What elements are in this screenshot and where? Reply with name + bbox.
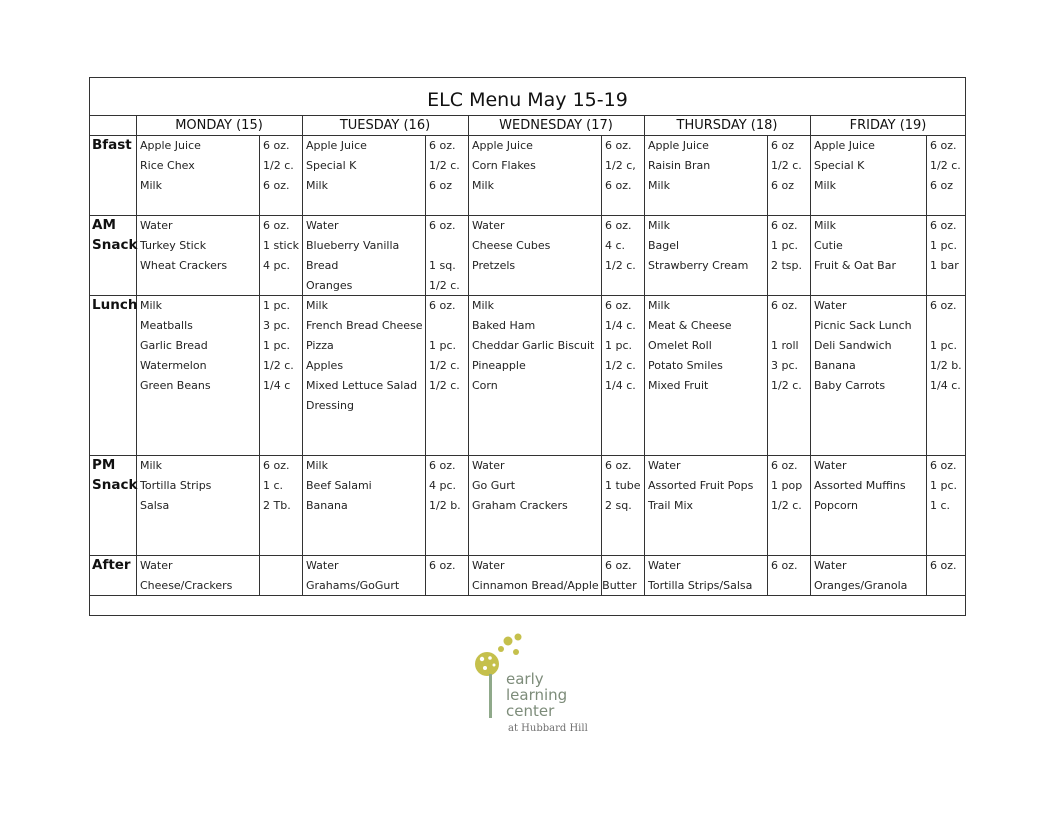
menu-amounts [771,136,802,196]
food-item: Fruit & Oat Bar [814,259,896,272]
amount-column-divider [425,135,426,595]
row-divider [89,115,966,116]
serving-amount: 6 oz. [605,459,632,472]
menu-items [140,556,232,596]
food-item: Water [814,559,847,572]
food-item: Milk [814,179,836,192]
food-item: Water [472,219,505,232]
menu-items [306,296,423,416]
serving-amount: 6 oz. [263,139,290,152]
column-divider [136,115,137,595]
serving-amount: 6 oz. [605,299,632,312]
food-item: Green Beans [140,379,211,392]
food-item: Apple Juice [140,139,201,152]
serving-amount: 6 oz. [930,559,957,572]
menu-amounts [771,296,802,396]
food-item: Milk [306,299,328,312]
serving-amount: 6 oz. [429,459,456,472]
menu-items [814,556,907,596]
serving-amount: 6 oz. [263,459,290,472]
serving-amount: 6 oz. [930,219,957,232]
serving-amount: 6 oz. [429,559,456,572]
food-item: Meat & Cheese [648,319,732,332]
serving-amount: 1 pc. [263,339,291,352]
food-item: Baked Ham [472,319,536,332]
amount-column-divider [601,135,602,595]
serving-amount: 1/2 c. [771,379,802,392]
column-divider [468,115,469,595]
serving-amount: 1/2 c. [930,159,961,172]
food-item: Water [648,459,681,472]
food-item: Turkey Stick [140,239,207,252]
meal-label-line: Snack [92,477,138,493]
menu-items [814,216,896,276]
day-header: THURSDAY (18) [676,118,778,133]
serving-amount: 6 oz [771,139,794,152]
food-item: Mixed Lettuce Salad [306,379,418,392]
serving-amount [930,316,962,336]
serving-amount: 1 pc. [930,479,958,492]
food-item: French Bread Cheese [306,319,423,332]
food-item: Water [814,459,847,472]
food-item: Graham Crackers [472,499,568,512]
serving-amount: 1/2 c. [429,359,460,372]
serving-amount [429,576,456,596]
menu-amounts [930,456,957,516]
food-item: Water [140,219,173,232]
meal-label [92,135,132,155]
food-item: Special K [306,159,357,172]
food-item: Strawberry Cream [648,259,749,272]
menu-amounts [263,136,294,196]
food-item: Watermelon [140,359,207,372]
food-item: Milk [140,459,162,472]
day-header: TUESDAY (16) [339,118,431,133]
serving-amount: 1 pc. [605,339,633,352]
food-item: Pretzels [472,259,516,272]
serving-amount: 1/2 c. [263,159,294,172]
food-item: Oranges [306,279,353,292]
menu-amounts [429,456,461,516]
menu-items [306,136,367,196]
serving-amount [429,316,460,336]
logo-line-3: center [506,702,555,720]
food-item: Cheese/Crackers [140,579,233,592]
table-border-left [89,77,90,615]
food-item: Special K [814,159,865,172]
serving-amount: 1/4 c. [605,379,636,392]
serving-amount: 6 oz. [429,139,456,152]
food-item: Mixed Fruit [648,379,709,392]
row-divider [89,77,966,78]
serving-amount: 1 pop [771,479,803,492]
serving-amount: 6 oz. [429,219,456,232]
food-item: Banana [814,359,856,372]
serving-amount: 6 oz. [930,299,957,312]
serving-amount: 1/2 c. [771,159,802,172]
serving-amount: 2 tsp. [771,259,803,272]
food-item: Salsa [140,499,170,512]
menu-amounts [429,216,460,296]
serving-amount: 1/2 c. [429,379,460,392]
row-divider [89,615,966,616]
menu-amounts [771,216,802,276]
food-item: Corn [472,379,498,392]
food-item: Apples [306,359,344,372]
serving-amount: 1 pc. [263,299,291,312]
serving-amount: 1/2 c. [605,259,636,272]
food-item: Pizza [306,339,334,352]
logo-line-1: early [506,670,544,688]
food-item: Grahams/GoGurt [306,579,400,592]
elc-logo [470,630,600,740]
food-item: Milk [648,219,670,232]
food-item: Tortilla Strips/Salsa [648,579,753,592]
food-item: Dressing [306,399,354,412]
menu-amounts [263,456,291,516]
menu-amounts [771,456,802,516]
menu-title: ELC Menu May 15-19 [427,89,628,111]
serving-amount: 1 pc. [930,339,958,352]
menu-amounts [605,296,636,396]
menu-table [89,77,966,615]
serving-amount: 1 sq. [429,259,456,272]
menu-amounts [930,216,959,276]
logo-subtitle: at Hubbard Hill [508,723,588,734]
food-item: Milk [140,299,162,312]
food-item: Blueberry Vanilla [306,239,400,252]
menu-items [814,136,875,196]
food-item: Corn Flakes [472,159,536,172]
food-item: Trail Mix [648,499,694,512]
meal-label-line: AM [92,217,116,233]
food-item: Cutie [814,239,843,252]
meal-label [92,455,137,495]
serving-amount: 1/4 c. [605,319,636,332]
menu-items [814,456,906,516]
food-item: Rice Chex [140,159,195,172]
food-item: Popcorn [814,499,859,512]
serving-amount: 6 oz [429,179,452,192]
menu-amounts [429,556,456,596]
serving-amount: 1/2 c. [429,279,460,292]
food-item: Tortilla Strips [140,479,212,492]
amount-column-divider [767,135,768,595]
food-item: Apple Juice [648,139,709,152]
meal-label-line: Bfast [92,137,132,153]
meal-label [92,295,137,315]
food-item: Milk [472,299,494,312]
menu-items [306,456,372,516]
food-item: Bread [306,259,339,272]
food-item: Picnic Sack Lunch [814,319,912,332]
serving-amount: 6 oz. [771,559,798,572]
table-border-right [965,77,966,615]
food-item: Water [814,299,847,312]
column-divider [644,115,645,595]
serving-amount [771,316,802,336]
serving-amount: 6 oz. [605,179,632,192]
serving-amount: 1/2 c. [263,359,294,372]
meal-label-line: Lunch [92,297,138,313]
serving-amount [771,576,798,596]
menu-items [306,216,399,296]
serving-amount: 1 stick [263,239,300,252]
serving-amount: 1/2 b. [930,359,962,372]
menu-items [814,296,912,396]
serving-amount: 1 tube [605,479,641,492]
food-item: Milk [648,179,670,192]
food-item: Garlic Bread [140,339,208,352]
food-item: Water [472,559,505,572]
food-item: Water [306,219,339,232]
amount-column-divider [259,135,260,595]
menu-items [648,136,710,196]
menu-items [306,556,399,596]
serving-amount: 6 oz. [930,459,957,472]
food-item: Go Gurt [472,479,516,492]
serving-amount: 3 pc. [771,359,799,372]
serving-amount: 1/2 c. [771,499,802,512]
menu-amounts [263,216,299,276]
serving-amount: 2 sq. [605,499,632,512]
day-header: FRIDAY (19) [849,118,927,133]
serving-amount: 4 pc. [263,259,291,272]
column-divider [810,115,811,595]
meal-label-line: Snack [92,237,138,253]
food-item: Banana [306,499,348,512]
food-item: Cheese Cubes [472,239,551,252]
food-item: Deli Sandwich [814,339,892,352]
menu-items [140,456,211,516]
serving-amount: 1 pc. [771,239,799,252]
serving-amount: 4 c. [605,239,626,252]
meal-label-line: PM [92,457,116,473]
menu-amounts [429,296,460,416]
menu-items [472,456,568,516]
meal-label [92,215,137,255]
serving-amount: 1/4 c. [930,379,961,392]
food-item: Cinnamon Bread/Apple Butter [472,579,637,592]
food-item: Assorted Fruit Pops [648,479,754,492]
serving-amount: 6 oz. [429,299,456,312]
serving-amount: 1 c. [930,499,951,512]
serving-amount: 1 bar [930,259,959,272]
serving-amount: 6 oz. [771,299,798,312]
serving-amount: 1 pc. [429,339,457,352]
food-item: Milk [140,179,162,192]
serving-amount: 1/2 c. [605,359,636,372]
meal-label [92,555,131,575]
menu-amounts [930,296,962,396]
food-item: Omelet Roll [648,339,712,352]
serving-amount: 3 pc. [263,319,291,332]
food-item: Apple Juice [472,139,533,152]
menu-items [648,456,753,516]
serving-amount: 1 c. [263,479,284,492]
menu-items [648,216,748,276]
serving-amount: 1/2 b. [429,499,461,512]
meal-label-line: After [92,557,131,573]
menu-amounts [605,556,632,596]
food-item: Cheddar Garlic Biscuit [472,339,595,352]
food-item: Water [306,559,339,572]
serving-amount: 6 oz [771,179,794,192]
menu-items [648,296,732,396]
serving-amount: 1 roll [771,339,799,352]
food-item: Water [472,459,505,472]
food-item: Water [648,559,681,572]
menu-items [472,136,536,196]
food-item: Milk [648,299,670,312]
serving-amount: 2 Tb. [263,499,291,512]
food-item: Milk [472,179,494,192]
food-item: Assorted Muffins [814,479,906,492]
food-item: Bagel [648,239,680,252]
menu-amounts [605,456,641,516]
serving-amount: 6 oz. [771,219,798,232]
menu-amounts [429,136,460,196]
menu-items [140,136,201,196]
food-item: Apple Juice [306,139,367,152]
food-item: Apple Juice [814,139,875,152]
food-item: Beef Salami [306,479,372,492]
food-item: Milk [306,179,328,192]
food-item: Baby Carrots [814,379,886,392]
food-item: Potato Smiles [648,359,723,372]
day-header: MONDAY (15) [175,118,263,133]
food-item: Raisin Bran [648,159,711,172]
menu-amounts [930,556,957,596]
serving-amount: 6 oz. [263,179,290,192]
serving-amount: 6 oz [930,179,953,192]
serving-amount: 6 oz. [605,219,632,232]
serving-amount: 4 pc. [429,479,457,492]
food-item: Meatballs [140,319,193,332]
menu-amounts [930,136,961,196]
serving-amount: 1 pc. [930,239,958,252]
logo-line-2: learning [506,686,568,704]
menu-items [472,296,594,396]
menu-items [140,296,211,396]
serving-amount: 1/2 c, [605,159,636,172]
menu-amounts [771,556,798,596]
menu-amounts [263,296,294,396]
menu-items [140,216,227,276]
serving-amount [429,396,460,416]
food-item: Milk [306,459,328,472]
amount-column-divider [926,135,927,595]
food-item: Water [140,559,173,572]
serving-amount: 6 oz. [263,219,290,232]
serving-amount [429,236,460,256]
menu-items [472,216,550,276]
menu-items [648,556,752,596]
food-item: Oranges/Granola [814,579,908,592]
food-item: Milk [814,219,836,232]
menu-amounts [605,136,636,196]
serving-amount: 6 oz. [605,139,632,152]
serving-amount: 6 oz. [930,139,957,152]
serving-amount: 6 oz. [771,459,798,472]
column-divider [302,115,303,595]
food-item: Pineapple [472,359,526,372]
serving-amount [605,576,632,596]
serving-amount: 1/2 c. [429,159,460,172]
day-header: WEDNESDAY (17) [499,118,613,133]
menu-amounts [605,216,636,276]
serving-amount [930,576,957,596]
serving-amount: 6 oz. [605,559,632,572]
food-item: Wheat Crackers [140,259,228,272]
serving-amount: 1/4 c [263,379,291,392]
